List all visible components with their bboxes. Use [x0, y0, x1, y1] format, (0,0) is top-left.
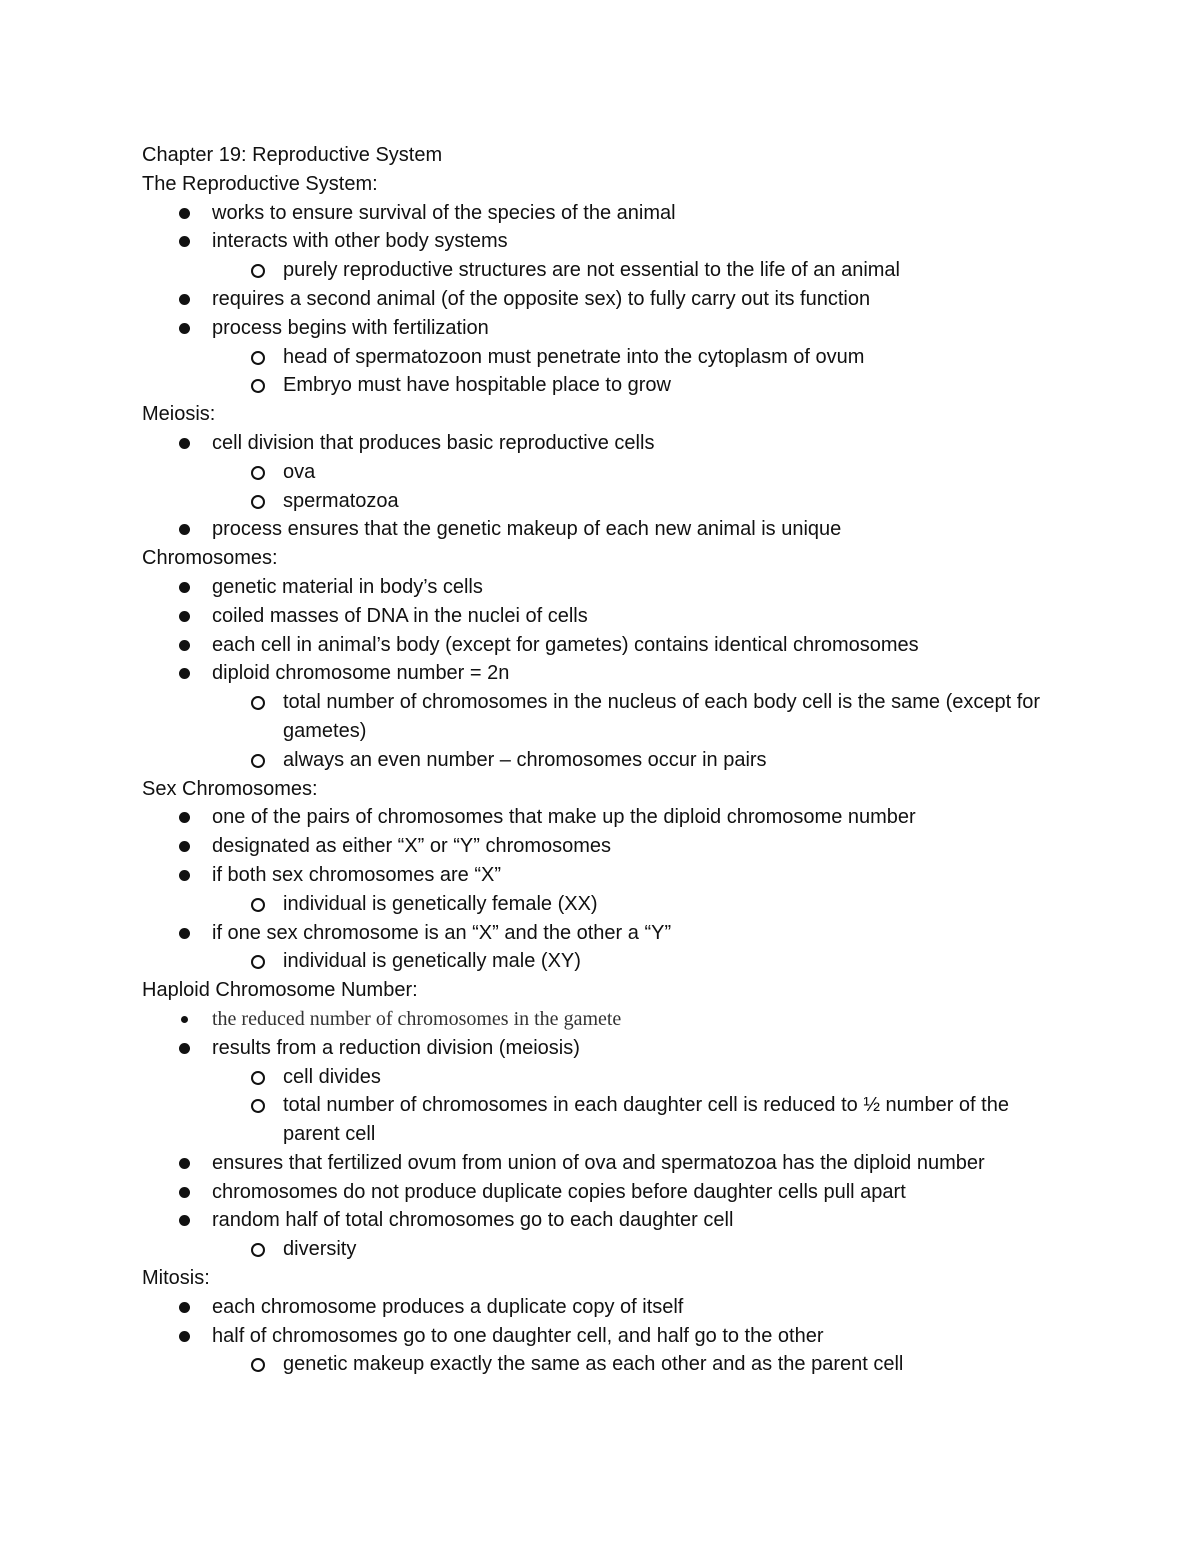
bullet-item	[142, 1178, 1062, 1207]
sub-bullet-text: individual is genetically male (XY)	[283, 950, 581, 973]
sub-bullet-item	[142, 1350, 1062, 1379]
filled-bullet-icon	[179, 812, 190, 823]
filled-bullet-icon	[179, 208, 190, 219]
hollow-bullet-icon	[251, 1071, 265, 1085]
bullet-text: half of chromosomes go to one daughter cell, and half go to the other	[212, 1324, 824, 1347]
filled-bullet-icon	[179, 841, 190, 852]
bullet-text: if both sex chromosomes are “X”	[212, 863, 501, 886]
filled-bullet-icon	[179, 640, 190, 651]
sub-bullet-item	[142, 1235, 1062, 1264]
bullet-item	[142, 861, 1062, 890]
bullet-text: if one sex chromosome is an “X” and the other a “Y”	[212, 921, 672, 944]
bullet-item	[142, 832, 1062, 861]
hollow-bullet-icon	[251, 754, 265, 768]
section-heading: Sex Chromosomes:	[142, 777, 318, 800]
sub-bullet-text: cell divides	[283, 1065, 381, 1088]
filled-bullet-icon	[179, 1158, 190, 1169]
bullet-text: process ensures that the genetic makeup of each new animal is unique	[212, 518, 842, 541]
filled-bullet-icon	[179, 1331, 190, 1342]
bullet-item	[142, 1149, 1062, 1178]
hollow-bullet-icon	[251, 379, 265, 393]
hollow-bullet-icon	[251, 495, 265, 509]
hollow-bullet-icon	[251, 1099, 265, 1113]
sub-bullet-item	[142, 1063, 1062, 1092]
sub-bullet-item	[142, 458, 1062, 487]
bullet-item	[142, 227, 1062, 256]
bullet-item	[142, 515, 1062, 544]
bullet-text: coiled masses of DNA in the nuclei of cells	[212, 604, 588, 627]
filled-bullet-icon	[179, 582, 190, 593]
hollow-bullet-icon	[251, 696, 265, 710]
bullet-text: diploid chromosome number = 2n	[212, 662, 510, 685]
bullet-item	[142, 199, 1062, 228]
bullet-item	[142, 285, 1062, 314]
hollow-bullet-icon	[251, 1358, 265, 1372]
filled-bullet-icon	[179, 294, 190, 305]
filled-bullet-icon	[179, 1043, 190, 1054]
bullet-item	[142, 573, 1062, 602]
bullet-item	[142, 1005, 1062, 1034]
sub-bullet-text: spermatozoa	[283, 489, 399, 512]
document-page	[142, 141, 1062, 1379]
hollow-bullet-icon	[251, 351, 265, 365]
filled-bullet-icon	[179, 870, 190, 881]
section-heading: The Reproductive System:	[142, 172, 378, 195]
filled-bullet-icon	[179, 1187, 190, 1198]
bullet-item	[142, 919, 1062, 948]
hollow-bullet-icon	[251, 264, 265, 278]
filled-bullet-icon	[179, 524, 190, 535]
filled-bullet-icon	[179, 1215, 190, 1226]
sub-bullet-text: Embryo must have hospitable place to grow	[283, 374, 671, 397]
filled-bullet-icon	[179, 668, 190, 679]
section-heading: Haploid Chromosome Number:	[142, 979, 418, 1002]
filled-bullet-icon	[179, 611, 190, 622]
sub-bullet-text: total number of chromosomes in the nucleus of each body cell is the same (except for gametes)	[283, 691, 1041, 742]
filled-bullet-icon	[179, 323, 190, 334]
sub-bullet-text: purely reproductive structures are not essential to the life of an animal	[283, 259, 900, 282]
filled-bullet-icon	[179, 1302, 190, 1313]
sub-bullet-item	[142, 1091, 1062, 1149]
bullet-item	[142, 1206, 1062, 1235]
bullet-item	[142, 314, 1062, 343]
filled-bullet-icon	[179, 236, 190, 247]
filled-bullet-icon	[179, 928, 190, 939]
sub-bullet-item	[142, 487, 1062, 516]
bullet-item	[142, 429, 1062, 458]
hollow-bullet-icon	[251, 955, 265, 969]
sub-bullet-item	[142, 890, 1062, 919]
sub-bullet-item	[142, 947, 1062, 976]
bullet-item	[142, 659, 1062, 688]
sub-bullet-text: ova	[283, 460, 316, 483]
bullet-text: genetic material in body’s cells	[212, 575, 483, 598]
sub-bullet-text: total number of chromosomes in each daughter cell is reduced to ½ number of the parent cell	[283, 1094, 1009, 1146]
filled-bullet-icon	[179, 438, 190, 449]
hollow-bullet-icon	[251, 466, 265, 480]
bullet-text: one of the pairs of chromosomes that make up the diploid chromosome number	[212, 806, 916, 829]
sub-bullet-text: genetic makeup exactly the same as each other and as the parent cell	[283, 1353, 904, 1376]
bullet-text: chromosomes do not produce duplicate copies before daughter cells pull apart	[212, 1180, 906, 1203]
bullet-text: designated as either “X” or “Y” chromosomes	[212, 835, 612, 858]
bullet-item	[142, 1034, 1062, 1063]
sub-bullet-item	[142, 343, 1062, 372]
hollow-bullet-icon	[251, 1243, 265, 1257]
bullet-text: cell division that produces basic reproductive cells	[212, 431, 655, 454]
bullet-item	[142, 803, 1062, 832]
sub-bullet-text: head of spermatozoon must penetrate into the cytoplasm of ovum	[283, 345, 865, 368]
section-heading: Meiosis:	[142, 403, 216, 426]
bullet-item	[142, 602, 1062, 631]
sub-bullet-item	[142, 371, 1062, 400]
bullet-text: each chromosome produces a duplicate copy of itself	[212, 1295, 684, 1318]
filled-bullet-icon	[181, 1016, 188, 1023]
bullet-text: works to ensure survival of the species of the animal	[212, 201, 676, 224]
document-title: Chapter 19: Reproductive System	[142, 144, 443, 166]
bullet-item	[142, 1322, 1062, 1351]
hollow-bullet-icon	[251, 898, 265, 912]
section-heading: Chromosomes:	[142, 547, 278, 570]
bullet-text: random half of total chromosomes go to each daughter cell	[212, 1209, 734, 1232]
bullet-text: interacts with other body systems	[212, 230, 508, 253]
sub-bullet-text: individual is genetically female (XX)	[283, 892, 598, 915]
sub-bullet-item	[142, 688, 1062, 746]
bullet-text: results from a reduction division (meiosis)	[212, 1036, 580, 1059]
sub-bullet-item	[142, 256, 1062, 285]
bullet-text: each cell in animal’s body (except for gametes) contains identical chromosomes	[212, 633, 919, 656]
sub-bullet-text: diversity	[283, 1238, 357, 1261]
sub-bullet-text: always an even number – chromosomes occur in pairs	[283, 748, 767, 771]
bullet-item	[142, 1293, 1062, 1322]
bullet-text: process begins with fertilization	[212, 316, 489, 339]
bullet-text: the reduced number of chromosomes in the gamete	[212, 1007, 622, 1030]
bullet-text: ensures that fertilized ovum from union of ova and spermatozoa has the diploid number	[212, 1151, 985, 1174]
bullet-text: requires a second animal (of the opposite sex) to fully carry out its function	[212, 287, 871, 310]
sub-bullet-item	[142, 746, 1062, 775]
bullet-item	[142, 631, 1062, 660]
section-heading: Mitosis:	[142, 1267, 210, 1290]
